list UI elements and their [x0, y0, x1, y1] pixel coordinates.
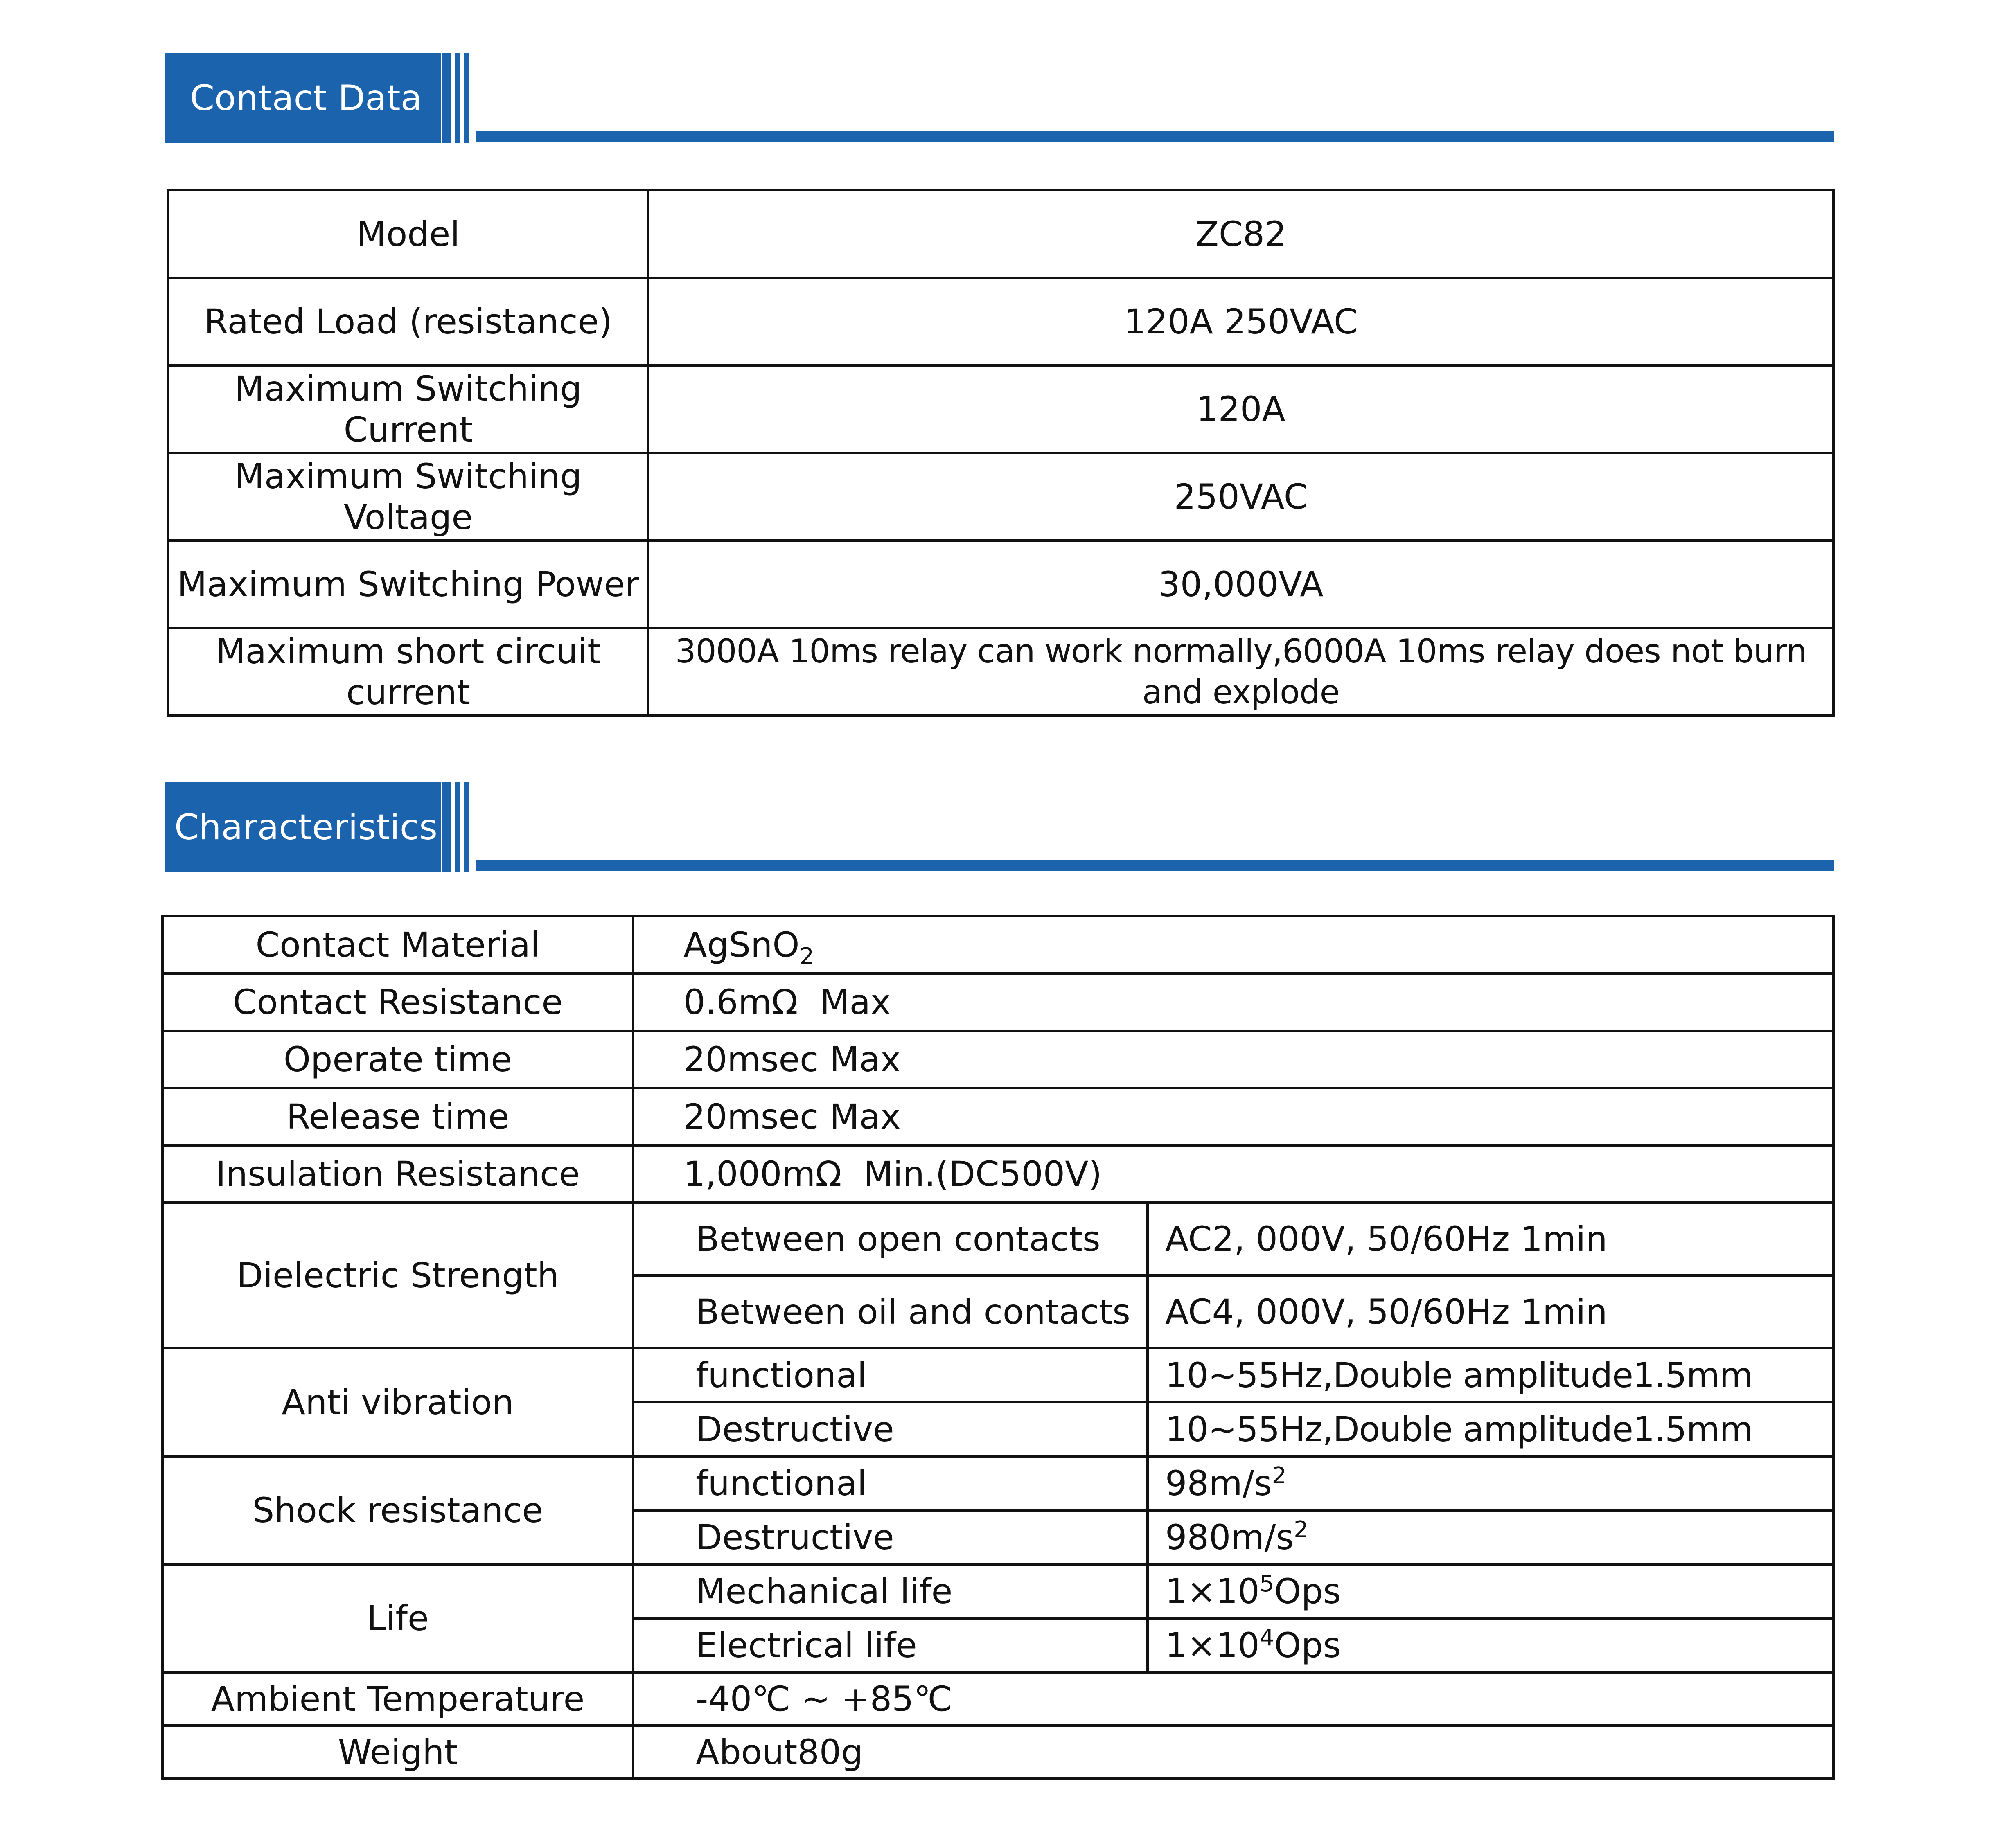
row-label: Release time	[162, 1088, 633, 1145]
header-underline	[476, 860, 1834, 871]
table-row	[162, 1145, 1833, 1203]
sub-label: Electrical life	[633, 1618, 1148, 1672]
row-value: 10~55Hz,Double amplitude1.5mm	[1148, 1348, 1833, 1402]
row-value: 120A 250VAC	[648, 278, 1833, 365]
row-value: $1\times 10^4Ops$	[1148, 1618, 1833, 1672]
contact-data-table	[167, 189, 1835, 717]
row-label: Operate time	[162, 1031, 633, 1088]
row-value: 0.6mΩ Max	[633, 973, 1833, 1031]
header-underline	[476, 131, 1834, 142]
row-value: 1,000mΩ Min.(DC500V)	[633, 1145, 1833, 1203]
row-value: 120A	[648, 365, 1833, 453]
table-row	[162, 1456, 1833, 1510]
row-label: Model	[168, 190, 648, 278]
row-value: 250VAC	[648, 453, 1833, 541]
characteristics-table	[161, 915, 1835, 1780]
sub-label: Mechanical life	[633, 1564, 1148, 1618]
table-row	[162, 1564, 1833, 1618]
row-label: Shock resistance	[162, 1456, 633, 1564]
row-value: ZC82	[648, 190, 1833, 278]
characteristics-header	[0, 782, 2016, 872]
sub-label: Destructive	[633, 1510, 1148, 1564]
table-row	[168, 628, 1833, 716]
row-label: Weight	[162, 1726, 633, 1779]
table-row	[168, 453, 1833, 541]
header-stripes-decoration	[442, 53, 471, 143]
sub-label: functional	[633, 1348, 1148, 1402]
sub-label: functional	[633, 1456, 1148, 1510]
table-row	[162, 1726, 1833, 1779]
table-row	[168, 541, 1833, 628]
table-row	[162, 1348, 1833, 1402]
row-value: 20msec Max	[633, 1088, 1833, 1145]
row-label: Dielectric Strength	[162, 1203, 633, 1348]
contact-data-title: Contact Data	[165, 53, 441, 143]
table-row	[162, 1088, 1833, 1145]
row-label: Anti vibration	[162, 1348, 633, 1456]
sub-label: Destructive	[633, 1402, 1148, 1456]
row-label: Contact Material	[162, 916, 633, 973]
table-row	[162, 1203, 1833, 1275]
row-label: Maximum short circuit current	[168, 628, 648, 716]
table-row	[162, 973, 1833, 1031]
row-label: Maximum Switching Current	[168, 365, 648, 453]
row-value: $98m/s^2$	[1148, 1456, 1833, 1510]
table-row	[162, 1031, 1833, 1088]
row-value: AC2, 000V, 50/60Hz 1min	[1148, 1203, 1833, 1275]
row-label: Maximum Switching Power	[168, 541, 648, 628]
row-value: 3000A 10ms relay can work normally,6000A 10ms relay does not burn and explode	[648, 628, 1833, 716]
row-label: Life	[162, 1564, 633, 1672]
table-row	[168, 190, 1833, 278]
row-value: $1\times 10^5Ops$	[1148, 1564, 1833, 1618]
table-row	[162, 916, 1833, 973]
sub-label: Between open contacts	[633, 1203, 1148, 1275]
row-label: Rated Load (resistance)	[168, 278, 648, 365]
table-row	[162, 1672, 1833, 1726]
row-value: -40℃ ~ +85℃	[633, 1672, 1833, 1726]
row-label: Maximum Switching Voltage	[168, 453, 648, 541]
contact-data-header	[0, 53, 2016, 143]
row-value: About80g	[633, 1726, 1833, 1779]
row-value: 30,000VA	[648, 541, 1833, 628]
contact-material-value: AgSnO$_2$	[633, 916, 1833, 973]
row-label: Contact Resistance	[162, 973, 633, 1031]
characteristics-title: Characteristics	[165, 782, 441, 872]
row-label: Ambient Temperature	[162, 1672, 633, 1726]
row-value: $980m/s^2$	[1148, 1510, 1833, 1564]
row-value: AC4, 000V, 50/60Hz 1min	[1148, 1275, 1833, 1348]
sub-label: Between oil and contacts	[633, 1275, 1148, 1348]
row-label: Insulation Resistance	[162, 1145, 633, 1203]
row-value: 20msec Max	[633, 1031, 1833, 1088]
row-value: 10~55Hz,Double amplitude1.5mm	[1148, 1402, 1833, 1456]
table-row	[168, 278, 1833, 365]
header-stripes-decoration	[442, 782, 471, 872]
table-row	[168, 365, 1833, 453]
